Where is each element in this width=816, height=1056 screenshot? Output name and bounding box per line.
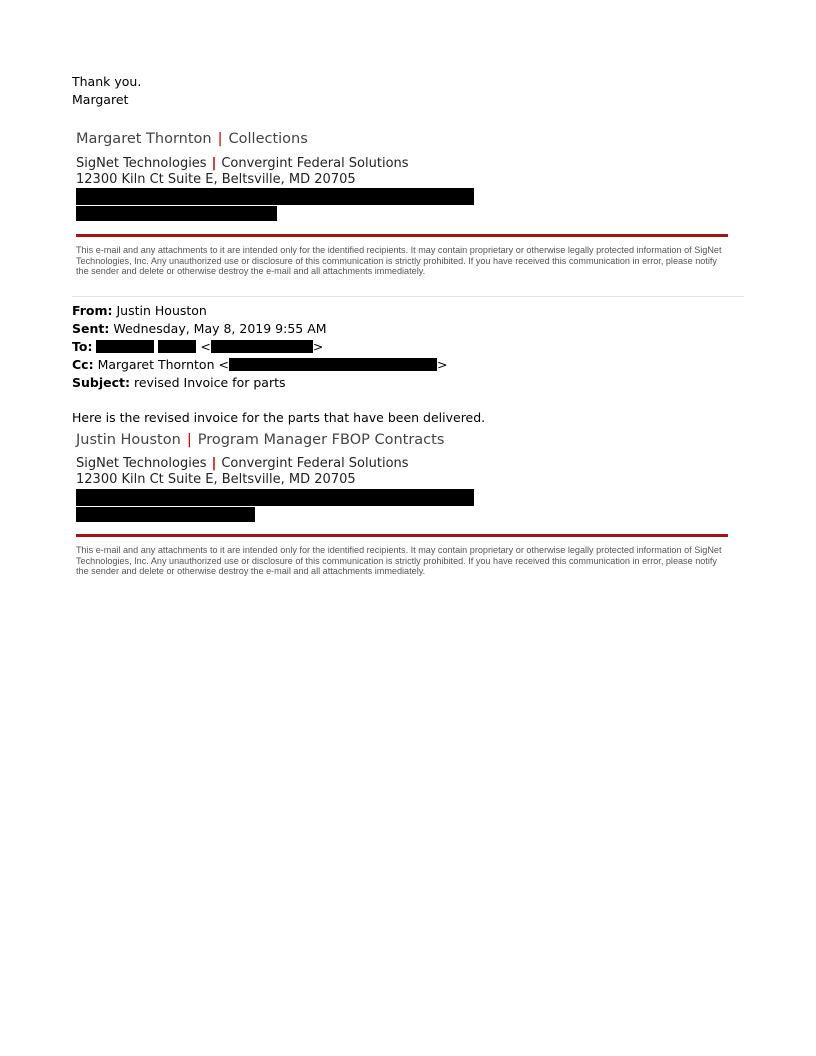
message-divider: [72, 296, 744, 297]
signature-name: Margaret Thornton: [76, 131, 212, 147]
redaction-box: [158, 340, 196, 353]
division-name: Convergint Federal Solutions: [221, 456, 409, 471]
company-address: 12300 Kiln Ct Suite E, Beltsville, MD 20705: [76, 472, 356, 487]
redaction-box: [96, 340, 154, 353]
header-cc: [72, 356, 447, 374]
redaction-box: [76, 507, 255, 522]
from-value: Justin Houston: [116, 303, 207, 318]
header-to: [72, 338, 323, 356]
sent-label: Sent:: [72, 321, 110, 336]
signature-divider: [76, 234, 728, 237]
subject-label: Subject:: [72, 375, 130, 390]
from-label: From:: [72, 303, 113, 318]
division-name: Convergint Federal Solutions: [221, 156, 409, 171]
redaction-box: [229, 358, 437, 371]
company-address: 12300 Kiln Ct Suite E, Beltsville, MD 20705: [76, 172, 356, 187]
disclaimer-text: This e-mail and any attachments to it are intended only for the identified recipients. It may contain proprietary or otherwise legally protected information of SigNet Technologies, Inc. Any unauthorized use or disclosure of this communication is strictly prohibited. If you have received this communication in error, please notify the sender and delete or otherwise destroy the e-mail and all attachments immediately.: [76, 545, 722, 577]
signature-company-block: [76, 456, 409, 488]
company-separator: |: [211, 456, 217, 471]
to-gt: >: [312, 339, 324, 354]
message-body: Here is the revised invoice for the parts that have been delivered.: [72, 410, 486, 425]
signature-company-block: [76, 156, 409, 188]
signature-title: Collections: [228, 131, 308, 147]
header-from: [72, 302, 207, 320]
company-separator: |: [211, 156, 217, 171]
signature-separator: |: [186, 432, 192, 448]
redaction-box: [211, 340, 313, 353]
signature-title: Program Manager FBOP Contracts: [197, 432, 445, 448]
signature-name-line: [76, 131, 308, 147]
to-label: To:: [72, 339, 93, 354]
redaction-box: [76, 489, 474, 506]
subject-value: revised Invoice for parts: [133, 375, 286, 390]
redaction-box: [76, 206, 277, 221]
closing-name: Margaret: [72, 92, 129, 107]
closing-thanks: Thank you.: [72, 74, 142, 89]
redaction-box: [76, 188, 474, 205]
cc-gt: >: [436, 357, 448, 372]
header-sent: [72, 320, 327, 338]
company-name: SigNet Technologies: [76, 156, 207, 171]
to-lt: <: [200, 339, 211, 354]
signature-name: Justin Houston: [76, 432, 181, 448]
closing-block: [72, 73, 141, 109]
sent-value: Wednesday, May 8, 2019 9:55 AM: [113, 321, 327, 336]
company-name: SigNet Technologies: [76, 456, 207, 471]
cc-value: Margaret Thornton <: [97, 357, 229, 372]
header-subject: [72, 374, 286, 392]
signature-name-line: [76, 432, 444, 448]
cc-label: Cc:: [72, 357, 94, 372]
disclaimer-text: This e-mail and any attachments to it are intended only for the identified recipients. It may contain proprietary or otherwise legally protected information of SigNet Technologies, Inc. Any unauthorized use or disclosure of this communication is strictly prohibited. If you have received this communication in error, please notify the sender and delete or otherwise destroy the e-mail and all attachments immediately.: [76, 245, 722, 277]
signature-divider: [76, 534, 728, 537]
signature-separator: |: [217, 131, 223, 147]
